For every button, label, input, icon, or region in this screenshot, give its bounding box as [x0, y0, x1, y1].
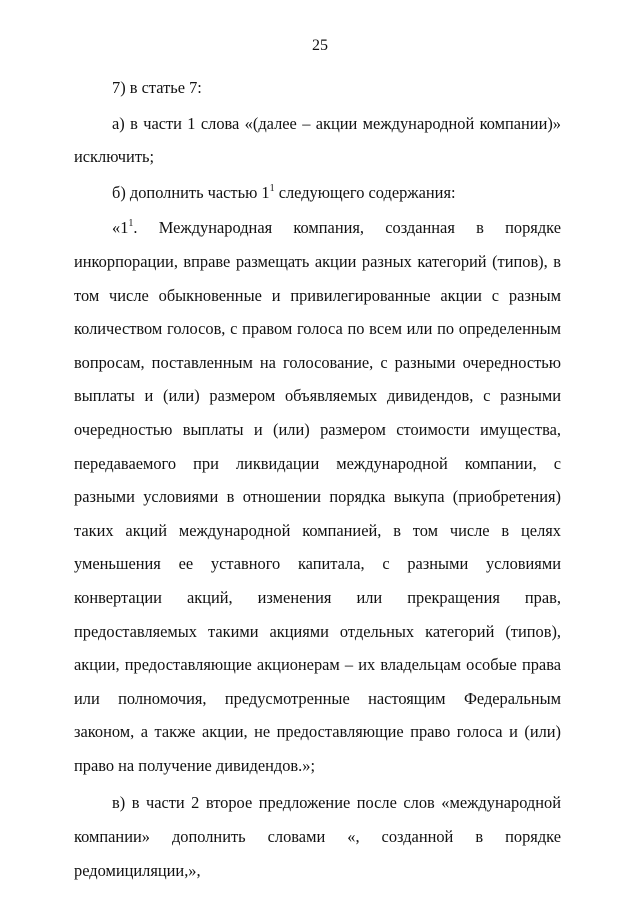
- item-b-prefix: б) дополнить частью 1: [112, 182, 270, 202]
- item-b-suffix: следующего содержания:: [274, 182, 456, 202]
- item-v-paragraph: в) в части 2 второе предложение после слов «международной компании» дополнить словами «, созданной в порядке редомициляции,»,: [74, 793, 561, 880]
- item-a-paragraph: а) в части 1 слова «(далее – акции международной компании)» исключить;: [74, 113, 561, 167]
- page-number: 25: [312, 37, 328, 54]
- quoted-part-paragraph: [74, 211, 561, 782]
- quoted-part-superscript: 1: [128, 218, 134, 230]
- document-body: [74, 71, 561, 887]
- quoted-part-open: «1: [112, 218, 129, 238]
- item-b-superscript: 1: [269, 182, 275, 194]
- article-7-heading: 7) в статье 7:: [112, 78, 202, 97]
- quoted-part-text: . Международная компания, созданная в порядке инкорпорации, вправе размещать акции разных категорий (типов), в том числе обыкновенные и привилегированные акции с разным количеством голосов, с правом голоса по всем или по определенным вопросам, поставленным на голосование, с разными очередностью выплаты и (или) размером объявляемых дивидендов, с разными очередностью выплаты и (или) размером стоимости имущества, передаваемого при ликвидации международной компании, с разными условиями в отношении порядка выкупа (приобретения) таких акций международной компанией, в том числе в целях уменьшения ее уставного капитала, с разными условиями конвертации акций, изменения или прекращения прав, предоставляемых такими акциями отдельных категорий (типов), акции, предоставляющие акционерам – их владельцам особые права или полномочия, предусмотренные настоящим Федеральным законом, а также акции, не предоставляющие право голоса и (или) право на получение дивидендов.»;: [74, 218, 561, 775]
- item-b-paragraph: [74, 176, 561, 210]
